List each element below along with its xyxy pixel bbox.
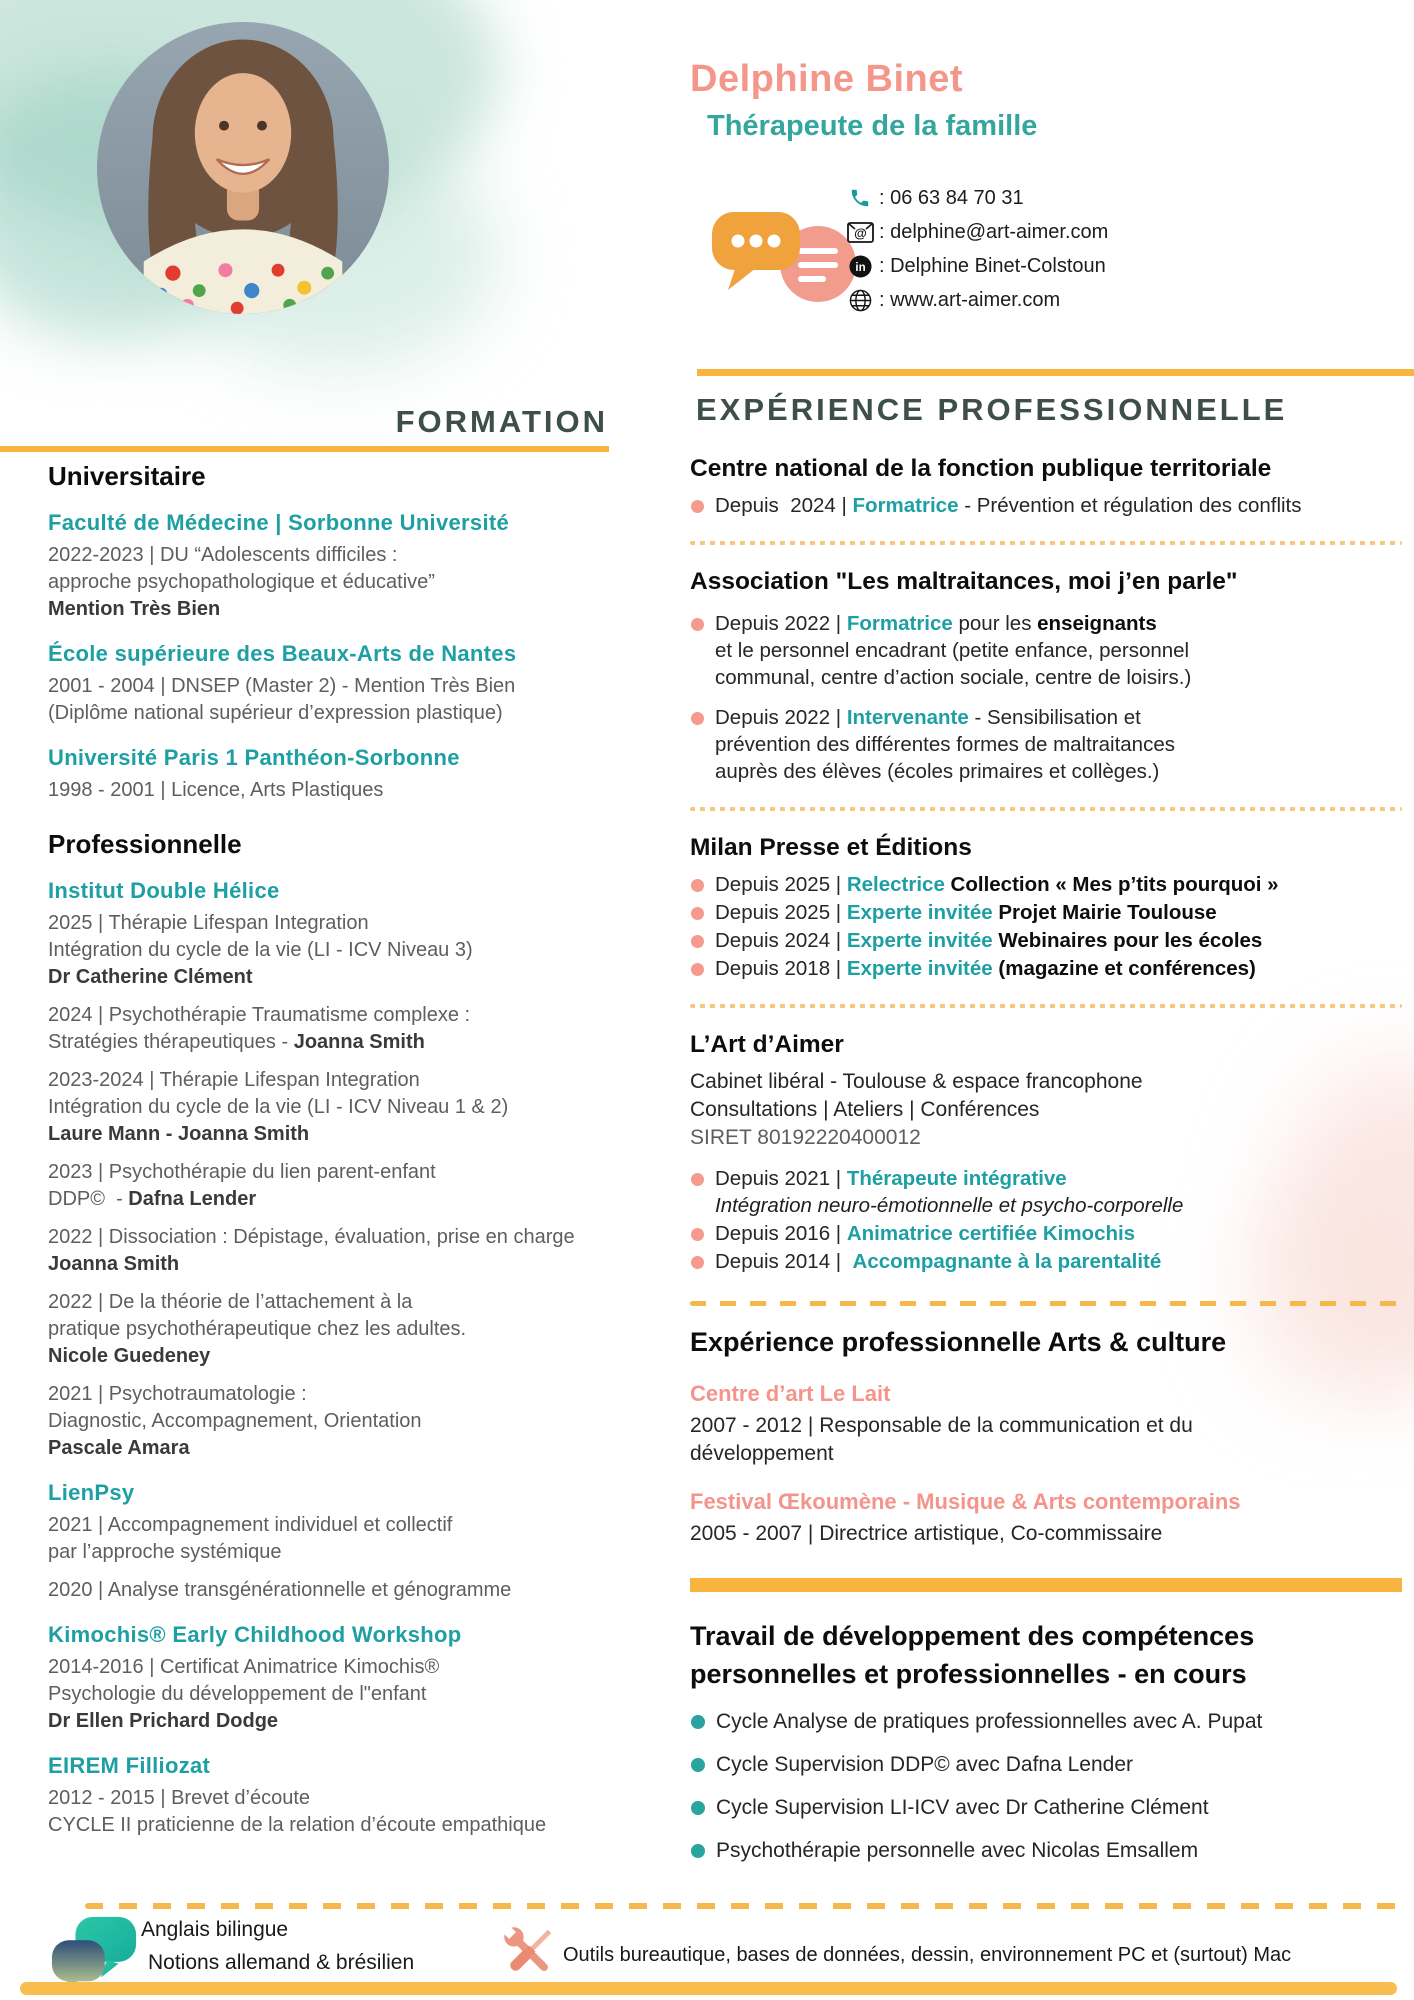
svg-text:in: in [854,261,866,274]
dotted-divider [690,541,1402,545]
svg-text:@: @ [853,225,867,240]
text-segment: Experte invitée [846,929,993,952]
experience-column [690,452,1402,1864]
text-segment: Dr Ellen Prichard Dodge [48,1710,279,1732]
detail-line [48,1251,648,1278]
detail-line [48,1408,648,1435]
text-segment: Depuis 2024 | [715,929,847,952]
text-segment: Joanna Smith [48,1253,180,1275]
text-segment: approche psychopathologique et éducative” [48,571,435,593]
detail-line [48,1435,648,1462]
detail-line [48,596,648,623]
dotted-divider [690,1004,1402,1008]
text-segment: CYCLE II praticienne de la relation d’écoute empathique [48,1814,547,1836]
text-segment: 2022-2023 | DU “Adolescents difficiles : [48,544,398,566]
text-segment: prévention des différentes formes de maltraitances [715,733,1175,756]
section-title [690,1656,1402,1692]
bullet-icon [691,879,704,892]
detail-line [690,1440,1402,1468]
detail-line [48,542,648,569]
text-segment: Association "Les maltraitances, moi j’en parle" [690,568,1238,595]
institution-name [48,508,648,537]
section-title [690,1324,1402,1360]
text-segment: Dr Catherine Clément [48,966,253,988]
detail-line [690,1124,1402,1152]
bullet-item [690,610,1402,637]
text-segment: Dafna Lender [128,1188,257,1210]
bullet-item [690,955,1402,982]
text-segment: Collection « Mes p’tits pourquoi » [944,873,1279,896]
person-title: Thérapeute de la famille [707,110,1038,142]
text-segment: Depuis 2022 | [715,612,847,635]
bullet-icon [691,1256,704,1269]
bullet-item [690,1837,1402,1864]
text-segment: - Sensibilisation et [968,706,1141,729]
text-segment: SIRET 80192220400012 [690,1126,921,1149]
organization-name [690,1488,1402,1516]
contact-linkedin[interactable] [845,249,1108,283]
text-segment: Festival Œkoumène - Musique & Arts contemporains [690,1489,1241,1514]
text-segment: 2021 | Psychotraumatologie : [48,1383,307,1405]
text-segment: Animatrice certifiée Kimochis [846,1222,1136,1245]
detail-line [48,1186,648,1213]
text-segment: pratique psychothérapeutique chez les adultes. [48,1318,467,1340]
experience-top-bar [697,369,1414,376]
text-segment: Webinaires pour les écoles [992,929,1263,952]
text-segment: Experte invitée [846,957,993,980]
text-segment: 2022 | Dissociation : Dépistage, évaluation, prise en charge [48,1226,575,1248]
text-segment: 2022 | De la théorie de l’attachement à la [48,1291,413,1313]
detail-line [48,1067,648,1094]
detail-line [48,910,648,937]
text-segment: pour les [952,612,1038,635]
experience-heading: EXPÉRIENCE PROFESSIONNELLE [696,392,1288,427]
text-segment: enseignants [1037,612,1157,635]
text-segment: Stratégies thérapeutiques - [48,1031,294,1053]
detail-line [48,700,648,727]
bullet-icon [691,935,704,948]
detail-line [48,1289,648,1316]
globe-icon [845,289,875,312]
text-segment: communal, centre d’action sociale, centre de loisirs.) [715,666,1192,689]
bullet-icon [691,1801,705,1815]
section-title [690,833,1402,863]
bullet-icon [691,907,704,920]
text-segment: Consultations | Ateliers | Conférences [690,1098,1040,1121]
text-segment: Depuis 2021 | [715,1167,847,1190]
text-segment: 2014-2016 | Certificat Animatrice Kimochis® [48,1656,440,1678]
institution-name [48,1478,648,1507]
phone-icon [845,187,875,209]
language-skill-1: Anglais bilingue [141,1918,289,1941]
text-segment: DDP© - [48,1188,129,1210]
solid-divider [690,1578,1402,1592]
detail-line [48,673,648,700]
text-segment: Cycle Supervision LI-ICV avec Dr Catherine Clément [716,1796,1209,1819]
website-url[interactable]: : www.art-aimer.com [879,288,1061,311]
bullet-item [690,1708,1402,1735]
text-segment: 2021 | Accompagnement individuel et collectif [48,1514,453,1536]
text-segment: Depuis 2016 | [715,1222,847,1245]
detail-line [48,1121,648,1148]
institution-name [48,743,648,772]
dotted-divider [690,807,1402,811]
organization-name [690,1380,1402,1408]
text-segment: Intégration du cycle de la vie (LI - ICV Niveau 3) [48,939,473,961]
detail-line [48,1708,648,1735]
bullet-icon [691,1758,705,1772]
text-segment: École supérieure des Beaux-Arts de Nantes [48,641,517,666]
text-segment: 1998 - 2001 | Licence, Arts Plastiques [48,779,384,801]
text-segment: Depuis 2018 | [715,957,847,980]
institution-name [48,876,648,905]
detail-line [48,1002,648,1029]
bullet-item [690,1248,1402,1275]
text-segment: Pascale Amara [48,1437,190,1459]
text-segment: Institut Double Hélice [48,878,280,903]
dashed-divider [690,1301,1402,1306]
bullet-icon [691,1173,704,1186]
detail-line [48,1539,648,1566]
bullet-icon [691,618,704,631]
text-segment: Centre d’art Le Lait [690,1381,891,1406]
text-segment: Kimochis® Early Childhood Workshop [48,1622,462,1647]
bullet-continuation [690,664,1402,691]
text-segment: (Diplôme national supérieur d’expression plastique) [48,702,503,724]
text-segment: (magazine et conférences) [992,957,1256,980]
text-segment: Depuis 2025 | [715,901,847,924]
detail-line [690,1068,1402,1096]
detail-line [48,1812,648,1839]
language-skill-2: Notions allemand & brésilien [148,1951,415,1974]
text-segment: Experte invitée [846,901,993,924]
text-segment: 2005 - 2007 | Directrice artistique, Co-commissaire [690,1522,1163,1545]
text-segment: Intégration neuro-émotionnelle et psycho-corporelle [715,1194,1184,1217]
text-segment: Formatrice [852,494,959,517]
person-name: Delphine Binet [690,58,964,100]
text-segment: Expérience professionnelle Arts & culture [690,1327,1227,1357]
text-segment: 2023-2024 | Thérapie Lifespan Integration [48,1069,420,1091]
tools-skills-text: Outils bureautique, bases de données, dessin, environnement PC et (surtout) Mac [563,1944,1292,1966]
bullet-item [690,899,1402,926]
bullet-icon [691,963,704,976]
bullet-item [690,871,1402,898]
text-segment: 2024 | Psychothérapie Traumatisme complexe : [48,1004,471,1026]
linkedin-icon [845,255,875,278]
text-segment: Joanna Smith [293,1031,425,1053]
bullet-icon [691,500,704,513]
text-segment: 2020 | Analyse transgénérationnelle et génogramme [48,1579,512,1601]
section-title [690,1618,1402,1654]
text-segment: Université Paris 1 Panthéon-Sorbonne [48,745,460,770]
bullet-item [690,492,1402,519]
linkedin-name[interactable]: : Delphine Binet-Colstoun [879,254,1106,277]
text-segment: Nicole Guedeney [48,1345,211,1367]
bullet-icon [691,1715,705,1729]
detail-line [48,1577,648,1604]
detail-line [48,1785,648,1812]
bullet-continuation [690,637,1402,664]
email-address[interactable]: : delphine@art-aimer.com [879,220,1109,243]
bullet-continuation [690,758,1402,785]
bullet-item [690,1165,1402,1192]
text-segment: Formatrice [846,612,953,635]
formation-underline [0,446,609,452]
section-title [690,567,1402,597]
text-segment: Intégration du cycle de la vie (LI - ICV Niveau 1 & 2) [48,1096,509,1118]
text-segment: Universitaire [48,461,206,491]
detail-line [48,964,648,991]
detail-line [690,1412,1402,1440]
text-segment: Professionnelle [48,829,242,859]
detail-line [48,937,648,964]
bullet-icon [691,1844,705,1858]
phone-number: : 06 63 84 70 31 [879,186,1024,209]
contact-email[interactable] [845,215,1108,249]
text-segment: Cycle Supervision DDP© avec Dafna Lender [716,1753,1134,1776]
text-segment: développement [690,1442,834,1465]
text-segment: Mention Très Bien [48,598,221,620]
detail-line [690,1096,1402,1124]
formation-column [48,460,648,1839]
bullet-continuation [690,1192,1402,1219]
profile-photo [97,22,389,314]
detail-line [48,1224,648,1251]
text-segment: Psychothérapie personnelle avec Nicolas Emsallem [716,1839,1199,1862]
text-segment: Projet Mairie Toulouse [992,901,1217,924]
text-segment: EIREM Filliozat [48,1753,211,1778]
chat-bubbles-illustration [710,208,858,311]
subsection-heading [48,460,648,492]
text-segment: Accompagnante à la parentalité [852,1250,1162,1273]
footer-dashed-divider [85,1903,1397,1909]
bullet-item [690,927,1402,954]
text-segment: 2007 - 2012 | Responsable de la communication et du [690,1414,1193,1437]
institution-name [48,639,648,668]
text-segment: Thérapeute intégrative [846,1167,1067,1190]
text-segment: Faculté de Médecine | Sorbonne Université [48,510,510,535]
detail-line [48,1512,648,1539]
text-segment: Depuis 2014 | [715,1250,853,1273]
text-segment: Cabinet libéral - Toulouse & espace francophone [690,1070,1143,1093]
detail-line [48,1654,648,1681]
text-segment: Depuis 2022 | [715,706,847,729]
text-segment: Cycle Analyse de pratiques professionnelles avec A. Pupat [716,1710,1263,1733]
subsection-heading [48,828,648,860]
institution-name [48,1751,648,1780]
text-segment: Depuis 2024 | [715,494,853,517]
contact-phone [845,181,1108,215]
bullet-item [690,1751,1402,1778]
tools-icon [497,1918,561,1991]
detail-line [48,1681,648,1708]
detail-line [48,1094,648,1121]
text-segment: 2001 - 2004 | DNSEP (Master 2) - Mention Très Bien [48,675,516,697]
text-segment: 2023 | Psychothérapie du lien parent-enfant [48,1161,436,1183]
text-segment: par l’approche systémique [48,1541,282,1563]
detail-line [48,1316,648,1343]
detail-line [48,1029,648,1056]
bullet-item [690,1794,1402,1821]
text-segment: Milan Presse et Éditions [690,834,972,861]
bullet-item [690,1220,1402,1247]
text-segment: Centre national de la fonction publique territoriale [690,455,1272,482]
bullet-continuation [690,731,1402,758]
text-segment: Psychologie du développement de l"enfant [48,1683,427,1705]
email-icon [845,222,875,243]
text-segment: Depuis 2025 | [715,873,847,896]
formation-heading: FORMATION [395,404,608,439]
text-segment: - Prévention et régulation des conflits [958,494,1302,517]
detail-line [48,569,648,596]
bullet-icon [691,1228,704,1241]
bullet-icon [691,712,704,725]
detail-line [690,1520,1402,1548]
text-segment: et le personnel encadrant (petite enfance, personnel [715,639,1190,662]
detail-line [48,1159,648,1186]
text-segment: personnelles et professionnelles - en cours [690,1659,1247,1689]
text-segment: Diagnostic, Accompagnement, Orientation [48,1410,422,1432]
bullet-item [690,704,1402,731]
text-segment: LienPsy [48,1480,135,1505]
contact-block [845,181,1108,317]
text-segment: auprès des élèves (écoles primaires et collèges.) [715,760,1160,783]
text-segment: 2025 | Thérapie Lifespan Integration [48,912,369,934]
text-segment: Laure Mann - Joanna Smith [48,1123,310,1145]
detail-line [48,1381,648,1408]
text-segment: Relectrice [846,873,945,896]
text-segment: Travail de développement des compétences [690,1621,1255,1651]
bottom-accent-bar [20,1982,1397,1995]
section-title [690,454,1402,484]
contact-website[interactable] [845,283,1108,317]
text-segment: L’Art d’Aimer [690,1031,844,1058]
section-title [690,1030,1402,1060]
text-segment: Intervenante [846,706,969,729]
portrait-illustration [97,22,389,314]
text-segment: 2012 - 2015 | Brevet d’écoute [48,1787,311,1809]
detail-line [48,1343,648,1370]
institution-name [48,1620,648,1649]
detail-line [48,777,648,804]
